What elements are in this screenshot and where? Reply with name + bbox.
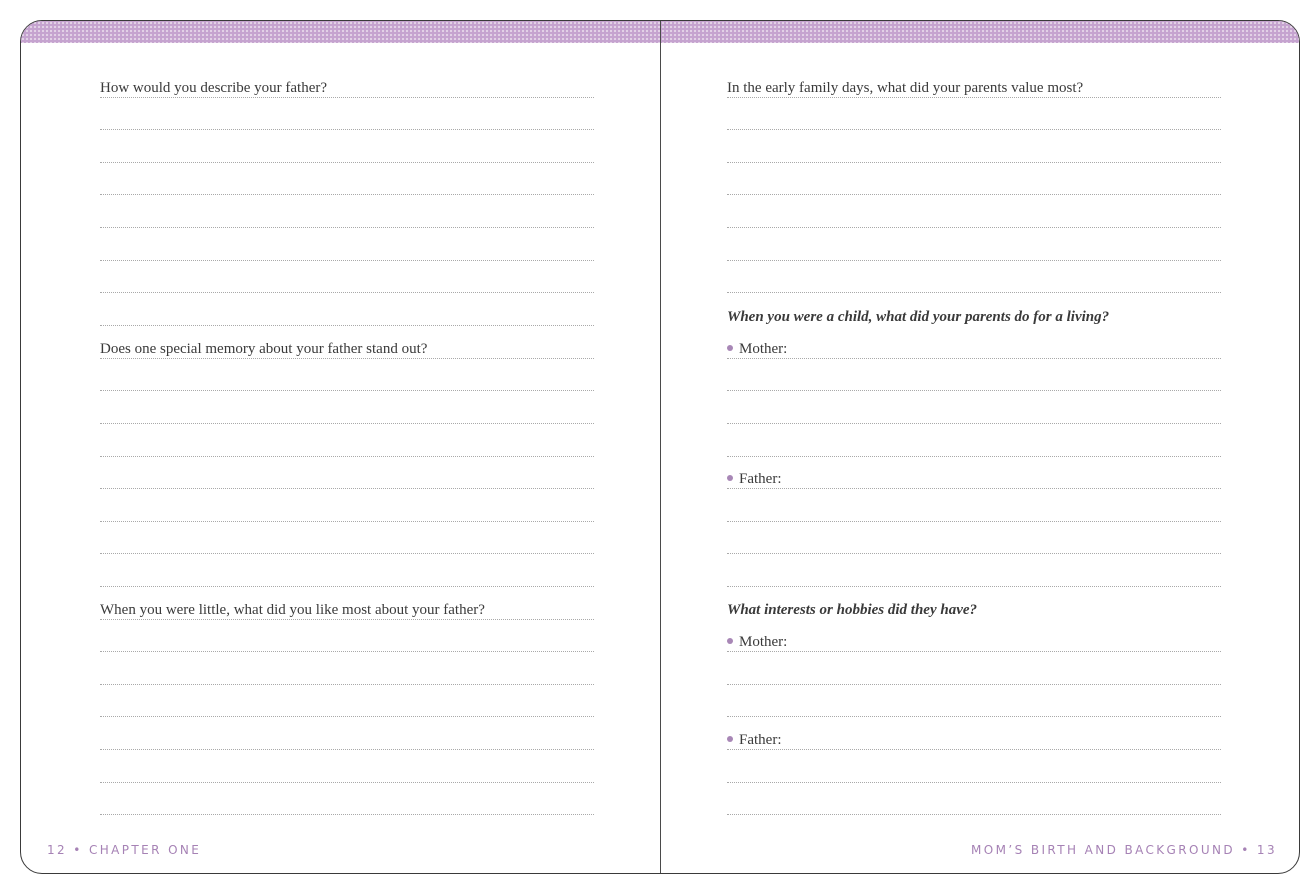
father-label-text: Father: <box>739 471 782 487</box>
writing-line[interactable] <box>100 227 594 228</box>
writing-line[interactable] <box>100 553 594 554</box>
writing-line[interactable] <box>727 586 1221 587</box>
writing-line[interactable] <box>727 521 1221 522</box>
writing-line[interactable] <box>100 358 594 359</box>
writing-line[interactable] <box>727 162 1221 163</box>
writing-line[interactable] <box>727 227 1221 228</box>
mother-label-text: Mother: <box>739 341 788 357</box>
left-page <box>21 21 660 873</box>
right-page <box>661 21 1300 873</box>
prompt-parents-value: In the early family days, what did your parents value most? <box>727 80 1084 96</box>
writing-line[interactable] <box>727 553 1221 554</box>
writing-line[interactable] <box>727 814 1221 815</box>
bullet-dot-icon <box>727 475 733 481</box>
writing-line[interactable] <box>100 586 594 587</box>
prompt-describe-father: How would you describe your father? <box>100 80 328 96</box>
writing-line[interactable] <box>727 423 1221 424</box>
writing-line[interactable] <box>100 651 594 652</box>
writing-line[interactable] <box>727 684 1221 685</box>
writing-line[interactable] <box>727 749 1221 750</box>
mother-label-text: Mother: <box>739 634 788 650</box>
writing-line[interactable] <box>100 749 594 750</box>
writing-line[interactable] <box>727 129 1221 130</box>
father-label <box>727 733 782 748</box>
writing-line[interactable] <box>100 97 594 98</box>
mother-label <box>727 635 787 650</box>
writing-line[interactable] <box>100 814 594 815</box>
right-page-footer: MOM’S BIRTH AND BACKGROUND • 13 <box>971 843 1277 857</box>
writing-line[interactable] <box>100 292 594 293</box>
writing-line[interactable] <box>100 423 594 424</box>
writing-line[interactable] <box>727 456 1221 457</box>
writing-line[interactable] <box>100 162 594 163</box>
writing-line[interactable] <box>727 292 1221 293</box>
left-page-footer: 12 • CHAPTER ONE <box>47 843 202 857</box>
writing-line[interactable] <box>100 716 594 717</box>
writing-line[interactable] <box>100 325 594 326</box>
bullet-dot-icon <box>727 345 733 351</box>
writing-line[interactable] <box>727 716 1221 717</box>
heading-parents-living: When you were a child, what did your parents do for a living? <box>727 309 1110 325</box>
father-label <box>727 472 782 487</box>
bullet-dot-icon <box>727 638 733 644</box>
writing-line[interactable] <box>727 651 1221 652</box>
book-spread <box>20 20 1300 874</box>
writing-line[interactable] <box>727 782 1221 783</box>
writing-line[interactable] <box>100 456 594 457</box>
writing-line[interactable] <box>100 782 594 783</box>
writing-line[interactable] <box>100 260 594 261</box>
prompt-liked-most: When you were little, what did you like most about your father? <box>100 602 485 618</box>
writing-line[interactable] <box>727 488 1221 489</box>
father-label-text: Father: <box>739 732 782 748</box>
mother-label <box>727 342 787 357</box>
writing-line[interactable] <box>100 521 594 522</box>
writing-line[interactable] <box>100 684 594 685</box>
writing-line[interactable] <box>100 619 594 620</box>
writing-line[interactable] <box>727 97 1221 98</box>
writing-line[interactable] <box>727 390 1221 391</box>
writing-line[interactable] <box>100 194 594 195</box>
writing-line[interactable] <box>727 358 1221 359</box>
writing-line[interactable] <box>100 488 594 489</box>
writing-line[interactable] <box>100 390 594 391</box>
writing-line[interactable] <box>727 260 1221 261</box>
writing-line[interactable] <box>727 194 1221 195</box>
prompt-special-memory: Does one special memory about your father stand out? <box>100 341 428 357</box>
bullet-dot-icon <box>727 736 733 742</box>
heading-interests-hobbies: What interests or hobbies did they have? <box>727 602 978 618</box>
writing-line[interactable] <box>100 129 594 130</box>
